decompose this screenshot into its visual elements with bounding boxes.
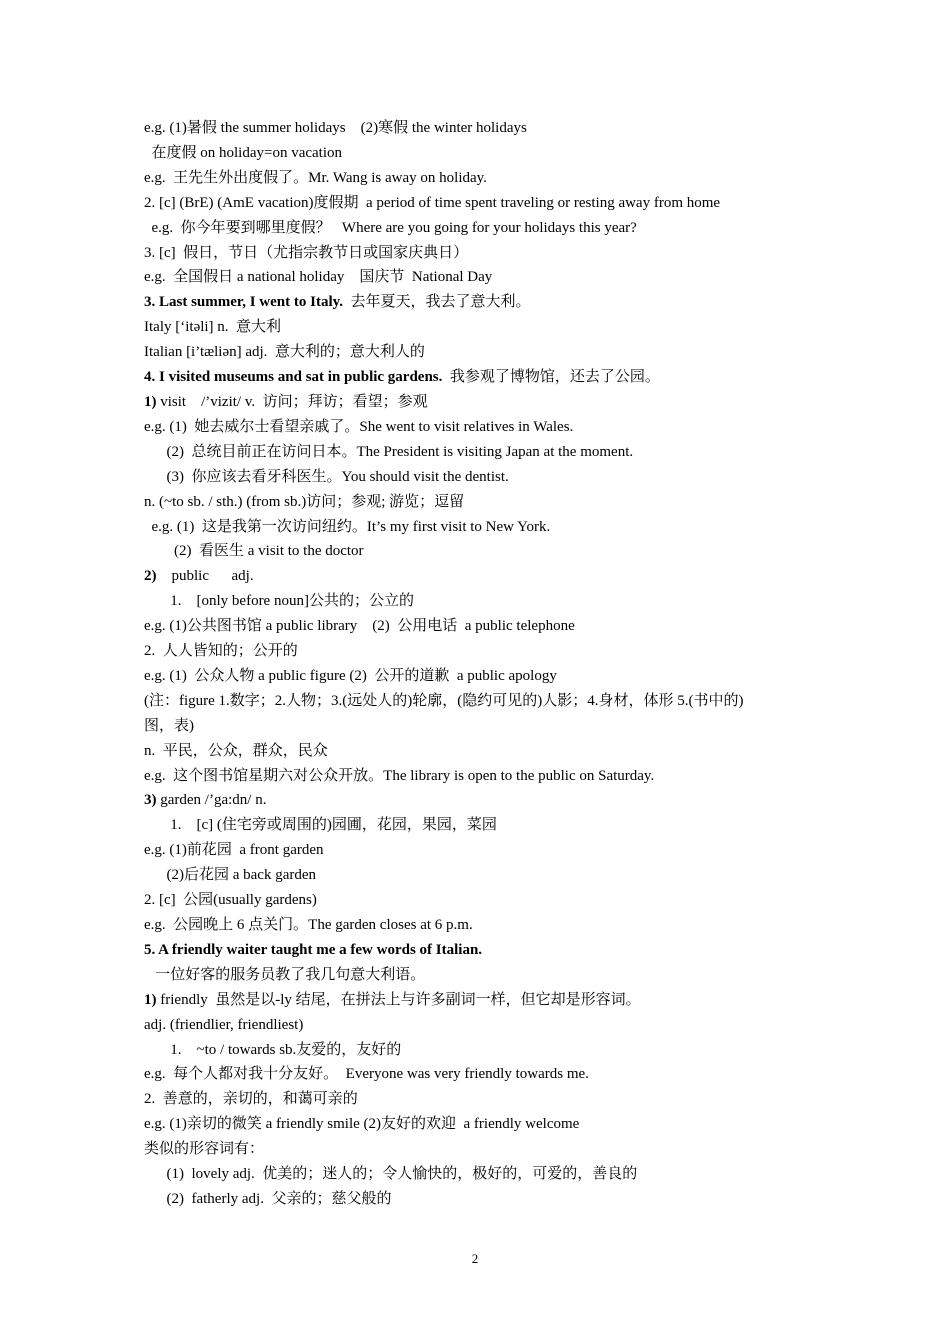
- entry-number: 1): [144, 393, 157, 410]
- entry-text: public adj.: [156, 568, 254, 585]
- text-line: (2) fatherly adj. 父亲的；慈父般的: [144, 1190, 392, 1207]
- text-line: (2) 看医生 a visit to the doctor: [144, 543, 364, 560]
- text-line: e.g. 每个人都对我十分友好。 Everyone was very friendly towards me.: [144, 1066, 589, 1083]
- text-line: e.g. (1) 她去威尔士看望亲戚了。She went to visit relatives in Wales.: [144, 418, 574, 435]
- text-line: e.g. (1) 这是我第一次访问纽约。It’s my first visit to New York.: [144, 518, 551, 535]
- text-line: e.g. (1)前花园 a front garden: [144, 842, 324, 859]
- text-line: (2)后花园 a back garden: [144, 867, 317, 884]
- entry-text: visit /’vizit/ v. 访问；拜访；看望；参观: [156, 393, 428, 410]
- text-line: e.g. 这个图书馆星期六对公众开放。The library is open to the public on Saturday.: [144, 767, 655, 784]
- text-line: 1. ~to / towards sb.友爱的，友好的: [144, 1041, 402, 1058]
- text-line: (注：figure 1.数字；2.人物；3.(远处人的)轮廓，(隐约可见的)人影；4.身材，体形 5.(书中的): [144, 692, 744, 709]
- text-line: Italian [i’tæliən] adj. 意大利的；意大利人的: [144, 344, 425, 361]
- text-line: 一位好客的服务员教了我几句意大利语。: [144, 966, 426, 983]
- text-line: e.g. 公园晚上 6 点关门。The garden closes at 6 p.m.: [144, 917, 473, 933]
- section-heading-english: 4. I visited museums and sat in public gardens.: [144, 369, 443, 386]
- section-heading-english: 3. Last summer, I went to Italy.: [144, 294, 344, 311]
- text-line: 图，表): [144, 717, 194, 734]
- text-line: 2. [c] 公园(usually gardens): [144, 892, 317, 909]
- text-line: e.g. (1)公共图书馆 a public library (2) 公用电话 a public telephone: [144, 618, 575, 635]
- text-line: 1. [only before noun]公共的；公立的: [144, 593, 414, 610]
- section-heading: [144, 365, 812, 390]
- vocab-entry: [144, 788, 812, 813]
- section-heading-translation: 我参观了博物馆，还去了公园。: [442, 369, 660, 386]
- text-line: n. (~to sb. / sth.) (from sb.)访问；参观; 游览；逗留: [144, 493, 465, 510]
- text-line: e.g. (1)亲切的微笑 a friendly smile (2)友好的欢迎 a friendly welcome: [144, 1116, 580, 1133]
- entry-text: friendly 虽然是以-ly 结尾，在拼法上与许多副词一样，但它却是形容词。: [156, 991, 641, 1008]
- section-heading-english: 5. A friendly waiter taught me a few words of Italian.: [144, 941, 483, 958]
- entry-number: 2): [144, 568, 157, 585]
- text-line: 类似的形容词有：: [144, 1141, 265, 1158]
- text-line: 2. 人人皆知的；公开的: [144, 643, 298, 660]
- text-line: (2) 总统目前正在访问日本。The President is visiting Japan at the moment.: [144, 443, 634, 460]
- page-body: [144, 116, 812, 1212]
- text-line: (1) lovely adj. 优美的；迷人的；令人愉快的，极好的，可爱的，善良的: [144, 1166, 638, 1183]
- text-line: 3. [c] 假日，节日（尤指宗教节日或国家庆典日）: [144, 244, 469, 261]
- text-line: e.g. (1)暑假 the summer holidays (2)寒假 the winter holidays: [144, 120, 527, 136]
- text-line: e.g. 你今年要到哪里度假？ Where are you going for your holidays this year?: [144, 219, 637, 236]
- text-line: e.g. 全国假日 a national holiday 国庆节 National Day: [144, 269, 493, 286]
- text-line: n. 平民，公众，群众，民众: [144, 742, 328, 759]
- entry-number: 1): [144, 991, 157, 1008]
- page-number: 2: [471, 1251, 479, 1266]
- text-line: 1. [c] (住宅旁或周围的)园圃，花园，果园，菜园: [144, 817, 497, 834]
- section-heading: [144, 290, 812, 315]
- text-line: 在度假 on holiday=on vacation: [144, 144, 343, 161]
- text-line: 2. 善意的，亲切的，和蔼可亲的: [144, 1091, 358, 1108]
- text-line: (3) 你应该去看牙科医生。You should visit the dentist.: [144, 468, 509, 485]
- text-line: adj. (friendlier, friendliest): [144, 1016, 304, 1033]
- text-line: e.g. 王先生外出度假了。Mr. Wang is away on holiday.: [144, 169, 487, 186]
- section-heading-translation: 去年夏天，我去了意大利。: [343, 294, 531, 311]
- vocab-entry: [144, 988, 812, 1013]
- vocab-entry: [144, 564, 812, 589]
- vocab-entry: [144, 390, 812, 415]
- entry-number: 3): [144, 792, 157, 809]
- text-line: Italy [‘itəli] n. 意大利: [144, 319, 282, 336]
- text-line: e.g. (1) 公众人物 a public figure (2) 公开的道歉 a public apology: [144, 667, 557, 684]
- text-line: 2. [c] (BrE) (AmE vacation)度假期 a period of time spent traveling or resting away from home: [144, 194, 721, 211]
- section-heading: [144, 938, 812, 963]
- entry-text: garden /’ga:dn/ n.: [156, 792, 267, 809]
